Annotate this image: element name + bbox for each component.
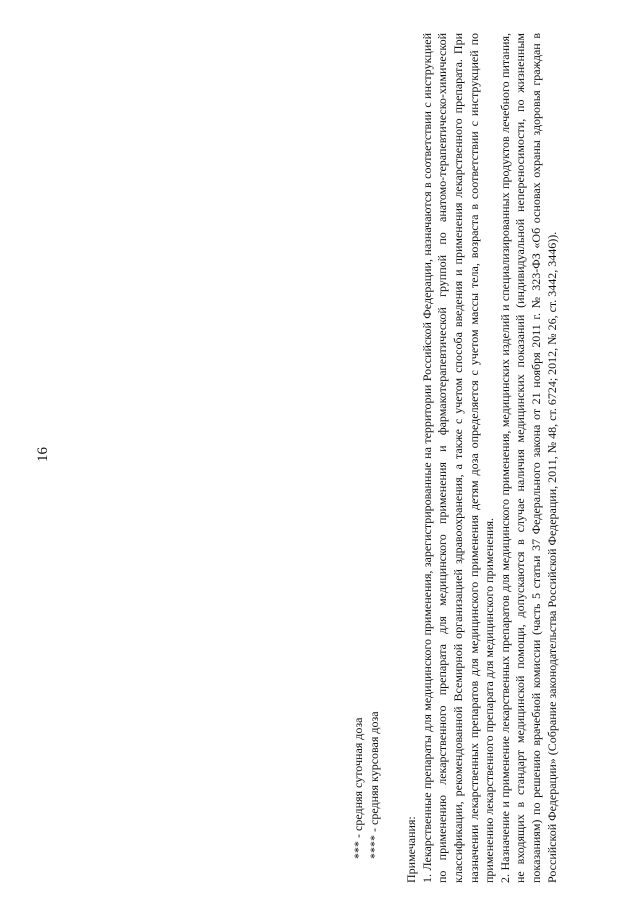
note-item-1: 1. Лекарственные препараты для медицинского применения, зарегистрированные на территории Российской Федерации, назначаются в соответствии с инструкцией по применению лекарственного препарата для медицинского применения и фармакотерапевтической группой по анатомо-терапевтическо-химической классификации, рекомендованной Всемирной организацией здравоохранения, а также с учетом способа введения и применения лекарственного препарата. При назначении лекарственных препаратов для медицинского применения детям доза определяется с учетом массы тела, возраста в соответствии с инструкцией по применению лекарственного препарата для медицинского применения. (419, 33, 497, 883)
footnote-daily-dose: *** - средняя суточная доза (351, 717, 365, 859)
notes-section (404, 33, 560, 883)
footnote-course-dose: **** - средняя курсовая доза (366, 711, 381, 859)
note-item-2: 2. Назначение и применение лекарственных препаратов для медицинского применения, медицинских изделий и специализированных продуктов лечебного питания, не входящих в стандарт медицинской помощи, допускаются в случае наличия медицинских показаний (индивидуальной непереносимости, по жизненным показаниям) по решению врачебной комиссии (часть 5 статьи 37 Федерального закона от 21 ноября 2011 г. № 323-ФЗ «Об основах охраны здоровья граждан в Российской Федерации» (Собрание законодательства Российской Федерации, 2011, № 48, ст. 6724; 2012, № 26, ст. 3442, 3446)). (497, 33, 559, 883)
page-number: 16 (35, 447, 51, 462)
rotated-text-block (351, 33, 560, 883)
notes-title: Примечания: (404, 816, 419, 883)
